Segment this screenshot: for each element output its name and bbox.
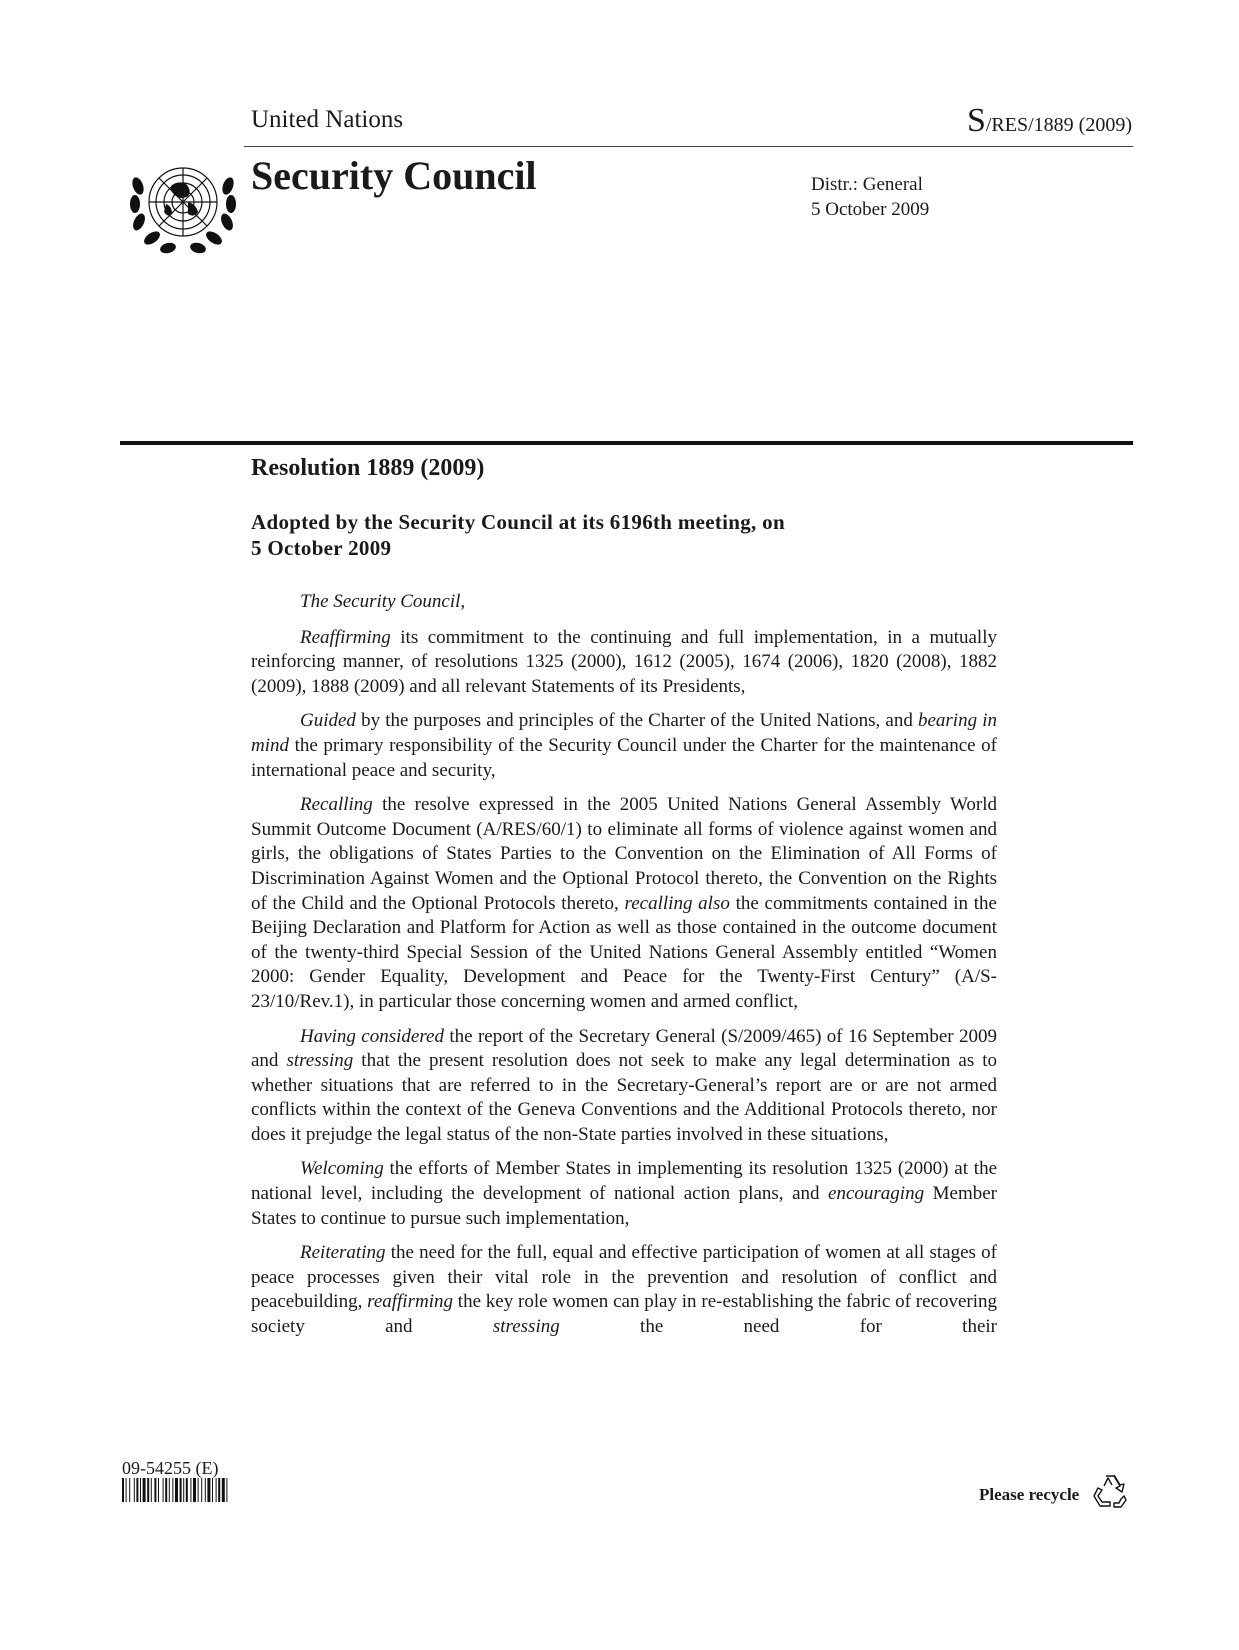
recycle-label: Please recycle	[979, 1485, 1080, 1504]
paragraph-text: that the present resolution does not seek to make any legal determination as to whether situations that are referred to in the Secretary-General’s report are or are not armed conflicts within the context of the Geneva Conventions and the Additional Protocols thereto, nor does it prejudge the legal status of the non-State parties involved in these situations,	[251, 1050, 997, 1145]
document-symbol	[967, 102, 1132, 140]
operative-keyword: Reaffirming	[300, 626, 391, 648]
distribution: Distr.: General	[811, 174, 923, 195]
operative-keyword: Welcoming	[300, 1158, 384, 1180]
paragraph-text: the need for their	[559, 1316, 997, 1338]
document-symbol-prefix: S	[966, 102, 986, 139]
operative-keyword: Guided	[300, 710, 356, 732]
adoption-statement	[251, 509, 951, 561]
distribution-block	[811, 172, 929, 222]
paragraph-text: its commitment to the continuing and full implementation, in a mutually reinforcing manner, of resolutions 1325 (2000), 1612 (2005), 1674 (2006), 1820 (2008), 1882 (2009), 1888 (2009) and all relevant Statements of its Presidents,	[251, 626, 997, 697]
preambular-paragraph	[251, 1025, 997, 1148]
council-name: Security Council	[251, 153, 537, 198]
operative-keyword: recalling also	[624, 892, 730, 914]
paragraph-text: the resolve expressed in the 2005 United Nations General Assembly World Summit Outcome Document (A/RES/60/1) to eliminate all forms of violence against women and girls, the obligations of States Parties to the Convention on the Elimination of All Forms of Discrimination Against Women and the Optional Protocol thereto, the Convention on the Rights of the Child and the Optional Protocols thereto,	[251, 794, 997, 914]
operative-keyword: Reiterating	[300, 1242, 386, 1264]
title-divider	[120, 441, 1133, 445]
council-intro: The Security Council,	[300, 591, 466, 612]
document-date: 5 October 2009	[811, 199, 930, 220]
document-symbol-rest: /RES/1889 (2009)	[985, 114, 1132, 136]
operative-keyword: Recalling	[300, 794, 373, 816]
recycle-icon	[1090, 1472, 1130, 1510]
adoption-line-2: 5 October 2009	[251, 536, 392, 560]
paragraph-text: the need for the full, equal and effective participation of women at all stages of peace processes given their vital role in the prevention and resolution of conflict and peacebuilding,	[251, 1242, 997, 1313]
paragraph-text: the efforts of Member States in implementing its resolution 1325 (2000) at the national level, including the development of national action plans, and	[251, 1158, 997, 1205]
operative-keyword: stressing	[492, 1316, 560, 1338]
paragraph-text: the primary responsibility of the Security Council under the Charter for the maintenance of international peace and security,	[251, 734, 997, 781]
operative-keyword: bearing in mind	[251, 710, 998, 756]
header-divider	[244, 146, 1133, 147]
preambular-paragraphs	[251, 626, 997, 1340]
un-emblem-icon	[126, 156, 240, 258]
barcode-icon	[122, 1478, 328, 1502]
preambular-paragraph	[251, 793, 997, 1014]
paragraph-text: by the purposes and principles of the Charter of the United Nations, and	[355, 710, 918, 732]
preambular-paragraph	[251, 709, 997, 783]
document-number: 09-54255 (E)	[122, 1458, 219, 1478]
paragraph-text: the report of the Secretary General (S/2009/465) of 16 September 2009 and	[251, 1025, 997, 1072]
operative-keyword: encouraging	[828, 1183, 925, 1205]
resolution-body	[251, 590, 997, 1350]
operative-keyword: Having considered	[300, 1025, 444, 1047]
paragraph-text: the key role women can play in re-establishing the fabric of recovering society and	[251, 1291, 997, 1338]
adoption-line-1: Adopted by the Security Council at its 6196th meeting, on	[251, 510, 785, 534]
preambular-paragraph	[251, 1157, 997, 1231]
preambular-paragraph	[251, 1241, 997, 1339]
paragraph-text: the commitments contained in the Beijing Declaration and Platform for Action as well as those contained in the outcome document of the twenty-third Special Session of the United Nations General Assembly entitled “Women 2000: Gender Equality, Development and Peace for the Twenty-First Century” (A/S-23/10/Rev.1), in particular those concerning women and armed conflict,	[251, 892, 997, 1012]
organization-name: United Nations	[251, 106, 404, 133]
operative-keyword: reaffirming	[367, 1291, 453, 1313]
preambular-paragraph	[251, 626, 997, 700]
operative-keyword: stressing	[286, 1050, 354, 1072]
paragraph-text: Member States to continue to pursue such implementation,	[251, 1183, 997, 1229]
resolution-title: Resolution 1889 (2009)	[251, 455, 485, 481]
